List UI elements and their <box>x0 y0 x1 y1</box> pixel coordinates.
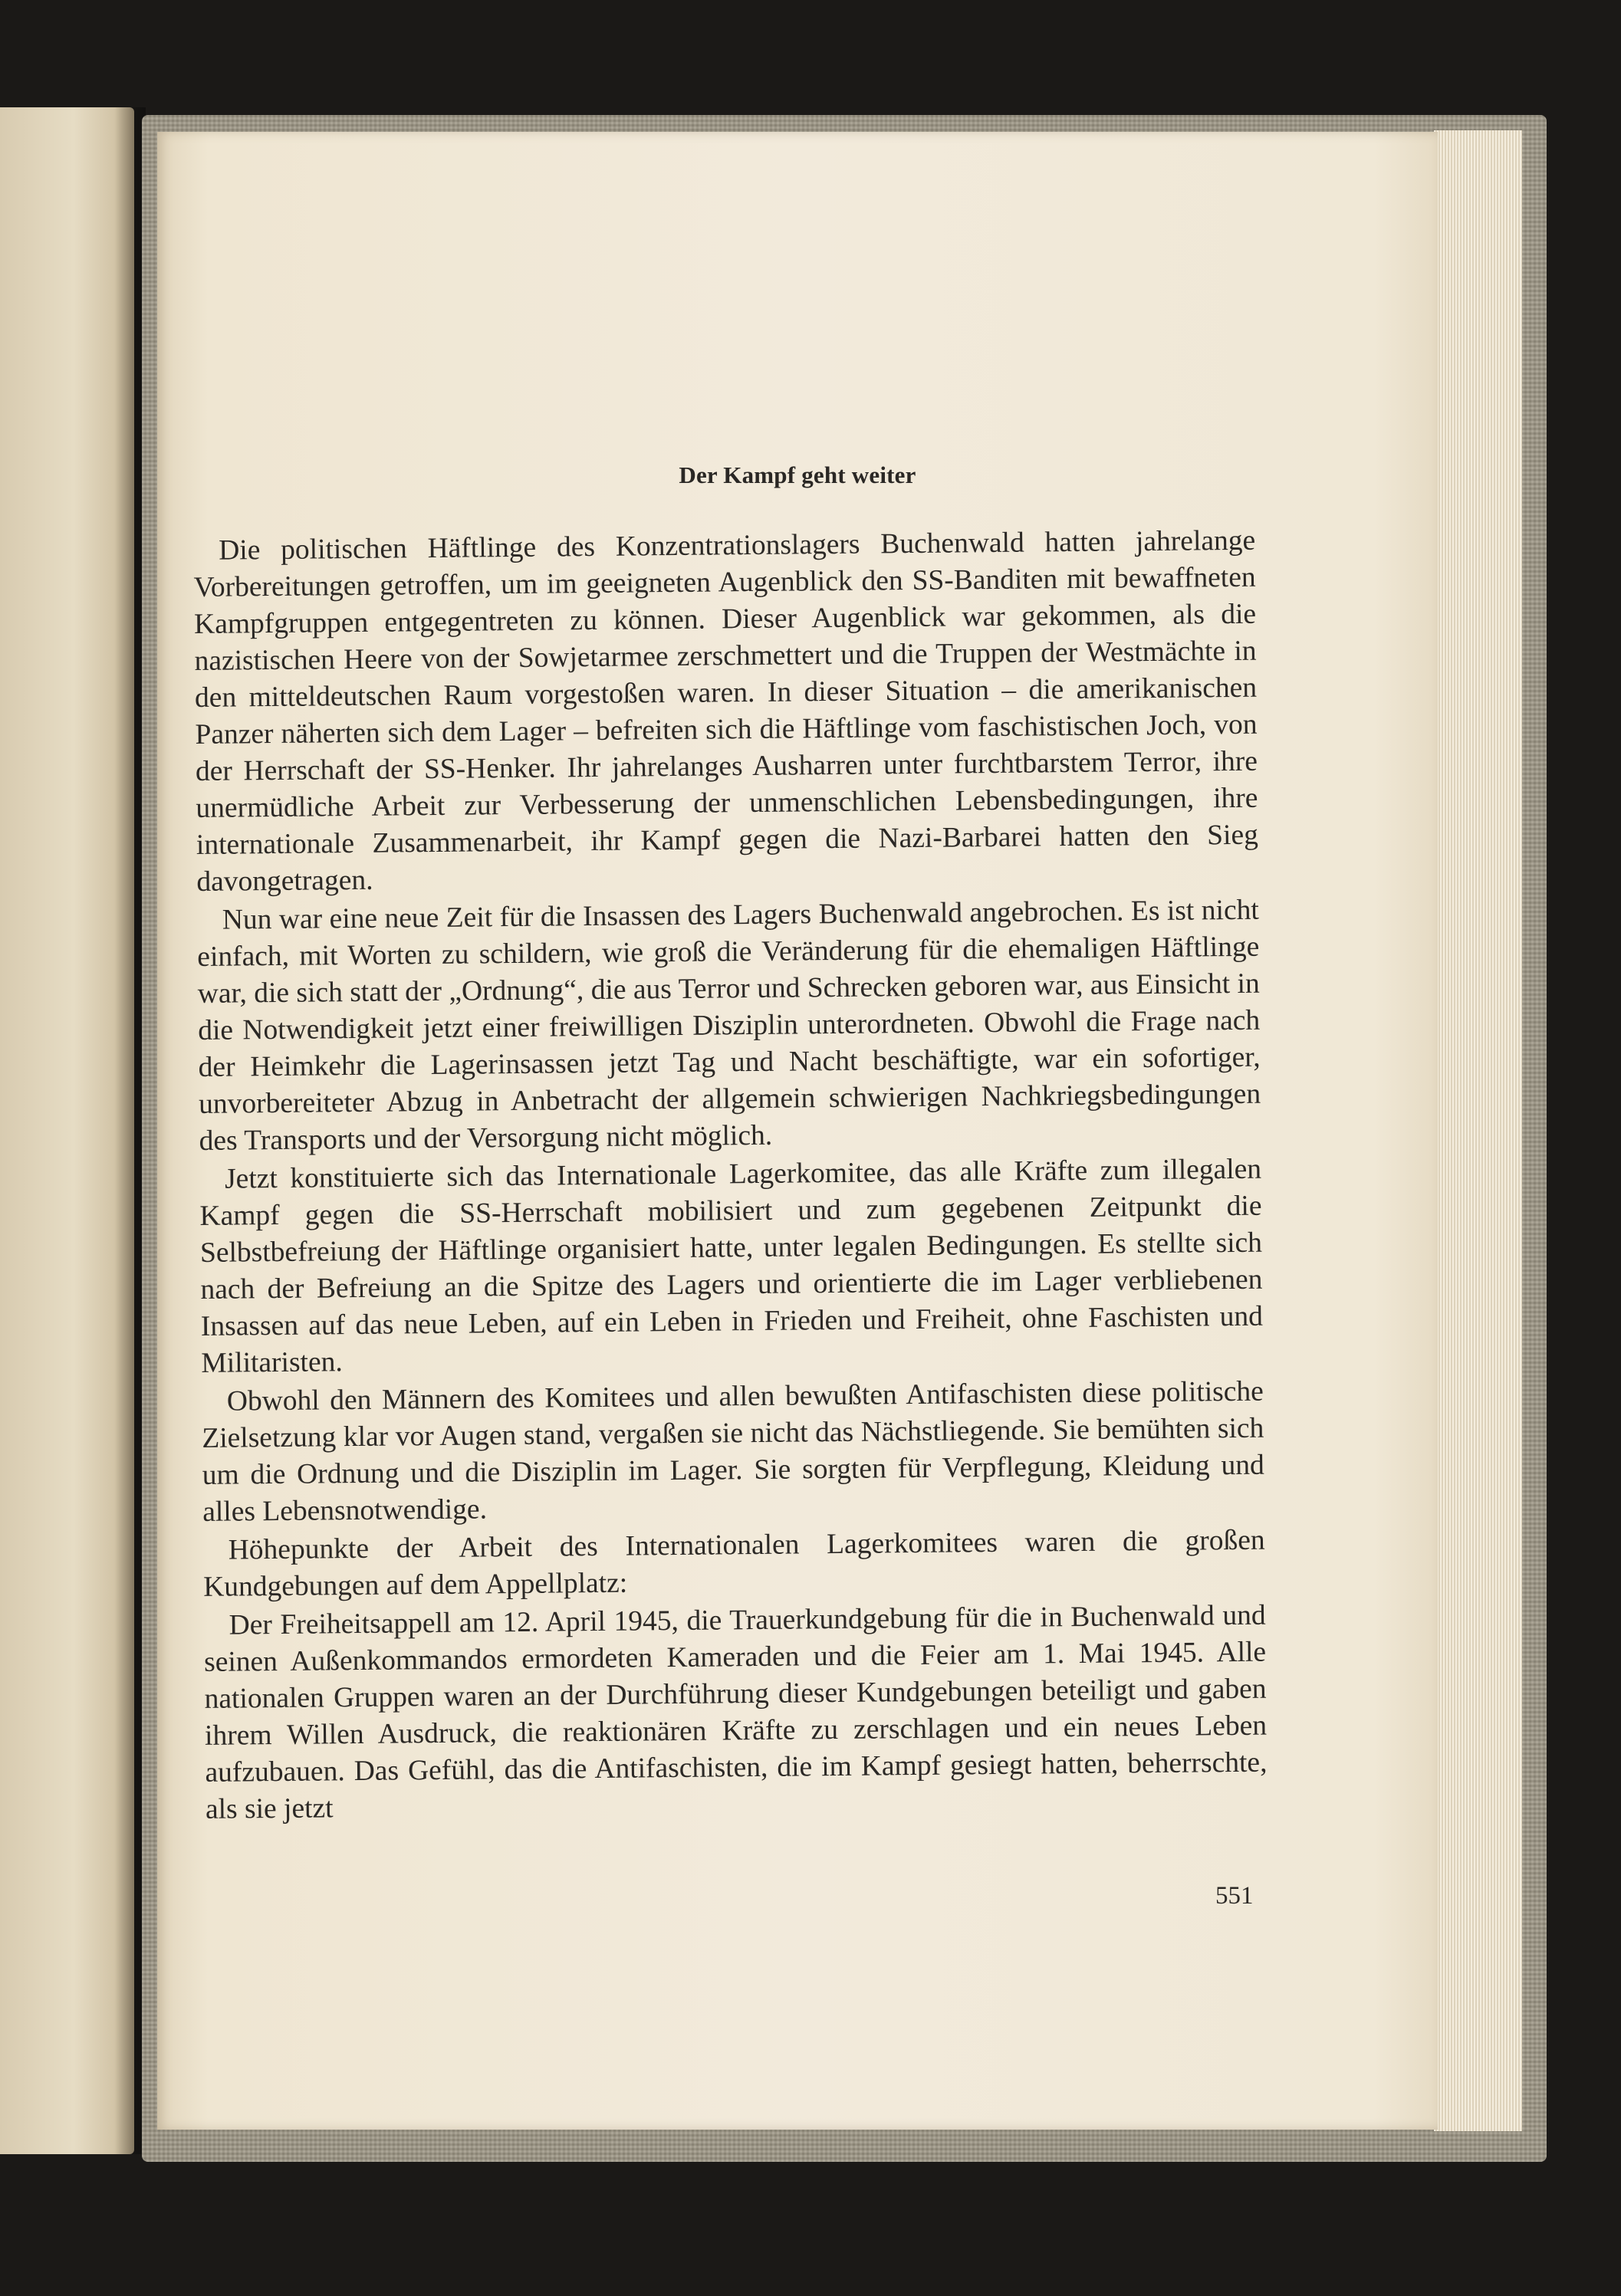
paragraph-6: Der Freiheitsappell am 12. April 1945, die Trauerkundgebung für die in Buchenwald und seinen Außenkommandos ermordeten Kameraden und die Feier am 1. Mai 1945. Alle nationalen Gruppen waren an der Durchführung dieser Kundgebungen beteiligt und gaben ihrem Willen Ausdruck, die reaktionären Kräfte zu zerschlagen und ein neues Leben aufzubauen. Das Gefühl, das die Antifaschisten, die im Kampf gesiegt hatten, beherrschte, als sie jetzt <box>203 1599 1268 1825</box>
paragraph-1: Die politischen Häftlinge des Konzentrationslagers Buchenwald hatten jahrelange Vorbereitungen getroffen, um im geeigneten Augenblick den SS-Banditen mit bewaffneten Kampfgruppen entgegentreten zu können. Dieser Augenblick war gekommen, als die nazistischen Heere von der Sowjetarmee zerschmettert und die Truppen der Westmächte in den mitteldeutschen Raum vorgestoßen waren. In dieser Situation – die amerikanischen Panzer näherten sich dem Lager – befreiten sich die Häftlinge vom faschistischen Joch, von der Herrschaft der SS-Henker. Ihr jahrelanges Ausharren unter furchtbarstem Terror, ihre unermüdliche Arbeit zur Verbesserung der unmenschlichen Lebensbedingungen, ihre internationale Zusammenarbeit, ihr Kampf gegen die Nazi-Barbarei hatten den Sieg davongetragen. <box>193 524 1259 898</box>
facing-page-edge <box>0 107 134 2154</box>
page-number: 551 <box>1215 1882 1254 1910</box>
paragraph-5: Höhepunkte der Arbeit des Internationalen Lagerkomitees waren die großen Kundgebungen auf dem Appellplatz: <box>203 1524 1265 1603</box>
book-page <box>157 132 1438 2130</box>
gutter-shadow <box>115 107 146 2154</box>
chapter-heading: Der Kampf geht weiter <box>679 461 916 488</box>
paragraph-3: Jetzt konstituierte sich das Internationale Lagerkomitee, das alle Kräfte zum illegalen Kampf gegen die SS-Herrschaft mobilisiert und zum gegebenen Zeitpunkt die Selbstbefreiung der Häftlinge organisiert hatte, unter legalen Bedingungen. Es stellte sich nach der Befreiung an die Spitze des Lagers und orientierte die im Lager verbliebenen Insassen auf das neue Leben, auf ein Leben in Frieden und Freiheit, ohne Faschisten und Militaristen. <box>199 1153 1264 1379</box>
body-text <box>193 523 1268 1828</box>
paragraph-4: Obwohl den Männern des Komitees und allen bewußten Antifaschisten diese politische Zielsetzung klar vor Augen stand, vergaßen sie nicht das Nächstliegende. Sie bemühten sich um die Ordnung und die Disziplin im Lager. Sie sorgten für Verpflegung, Kleidung und alles Lebensnotwendige. <box>202 1375 1264 1528</box>
paragraph-2: Nun war eine neue Zeit für die Insassen des Lagers Buchenwald angebrochen. Es ist nicht einfach, mit Worten zu schildern, wie groß die Veränderung für die ehemaligen Häftlinge war, die sich statt der „Ordnung“, die aus Terror und Schrecken geboren war, aus Einsicht in die Notwendigkeit jetzt einer freiwilligen Disziplin unterordneten. Obwohl die Frage nach der Heimkehr die Lagerinsassen jetzt Tag und Nacht beschäftigte, war ein sofortiger, unvorbereiteter Abzug in Anbetracht der allgemein schwierigen Nachkriegsbedingungen des Transports und der Versorgung nicht möglich. <box>197 894 1261 1157</box>
page-block-edge <box>1434 130 1522 2131</box>
